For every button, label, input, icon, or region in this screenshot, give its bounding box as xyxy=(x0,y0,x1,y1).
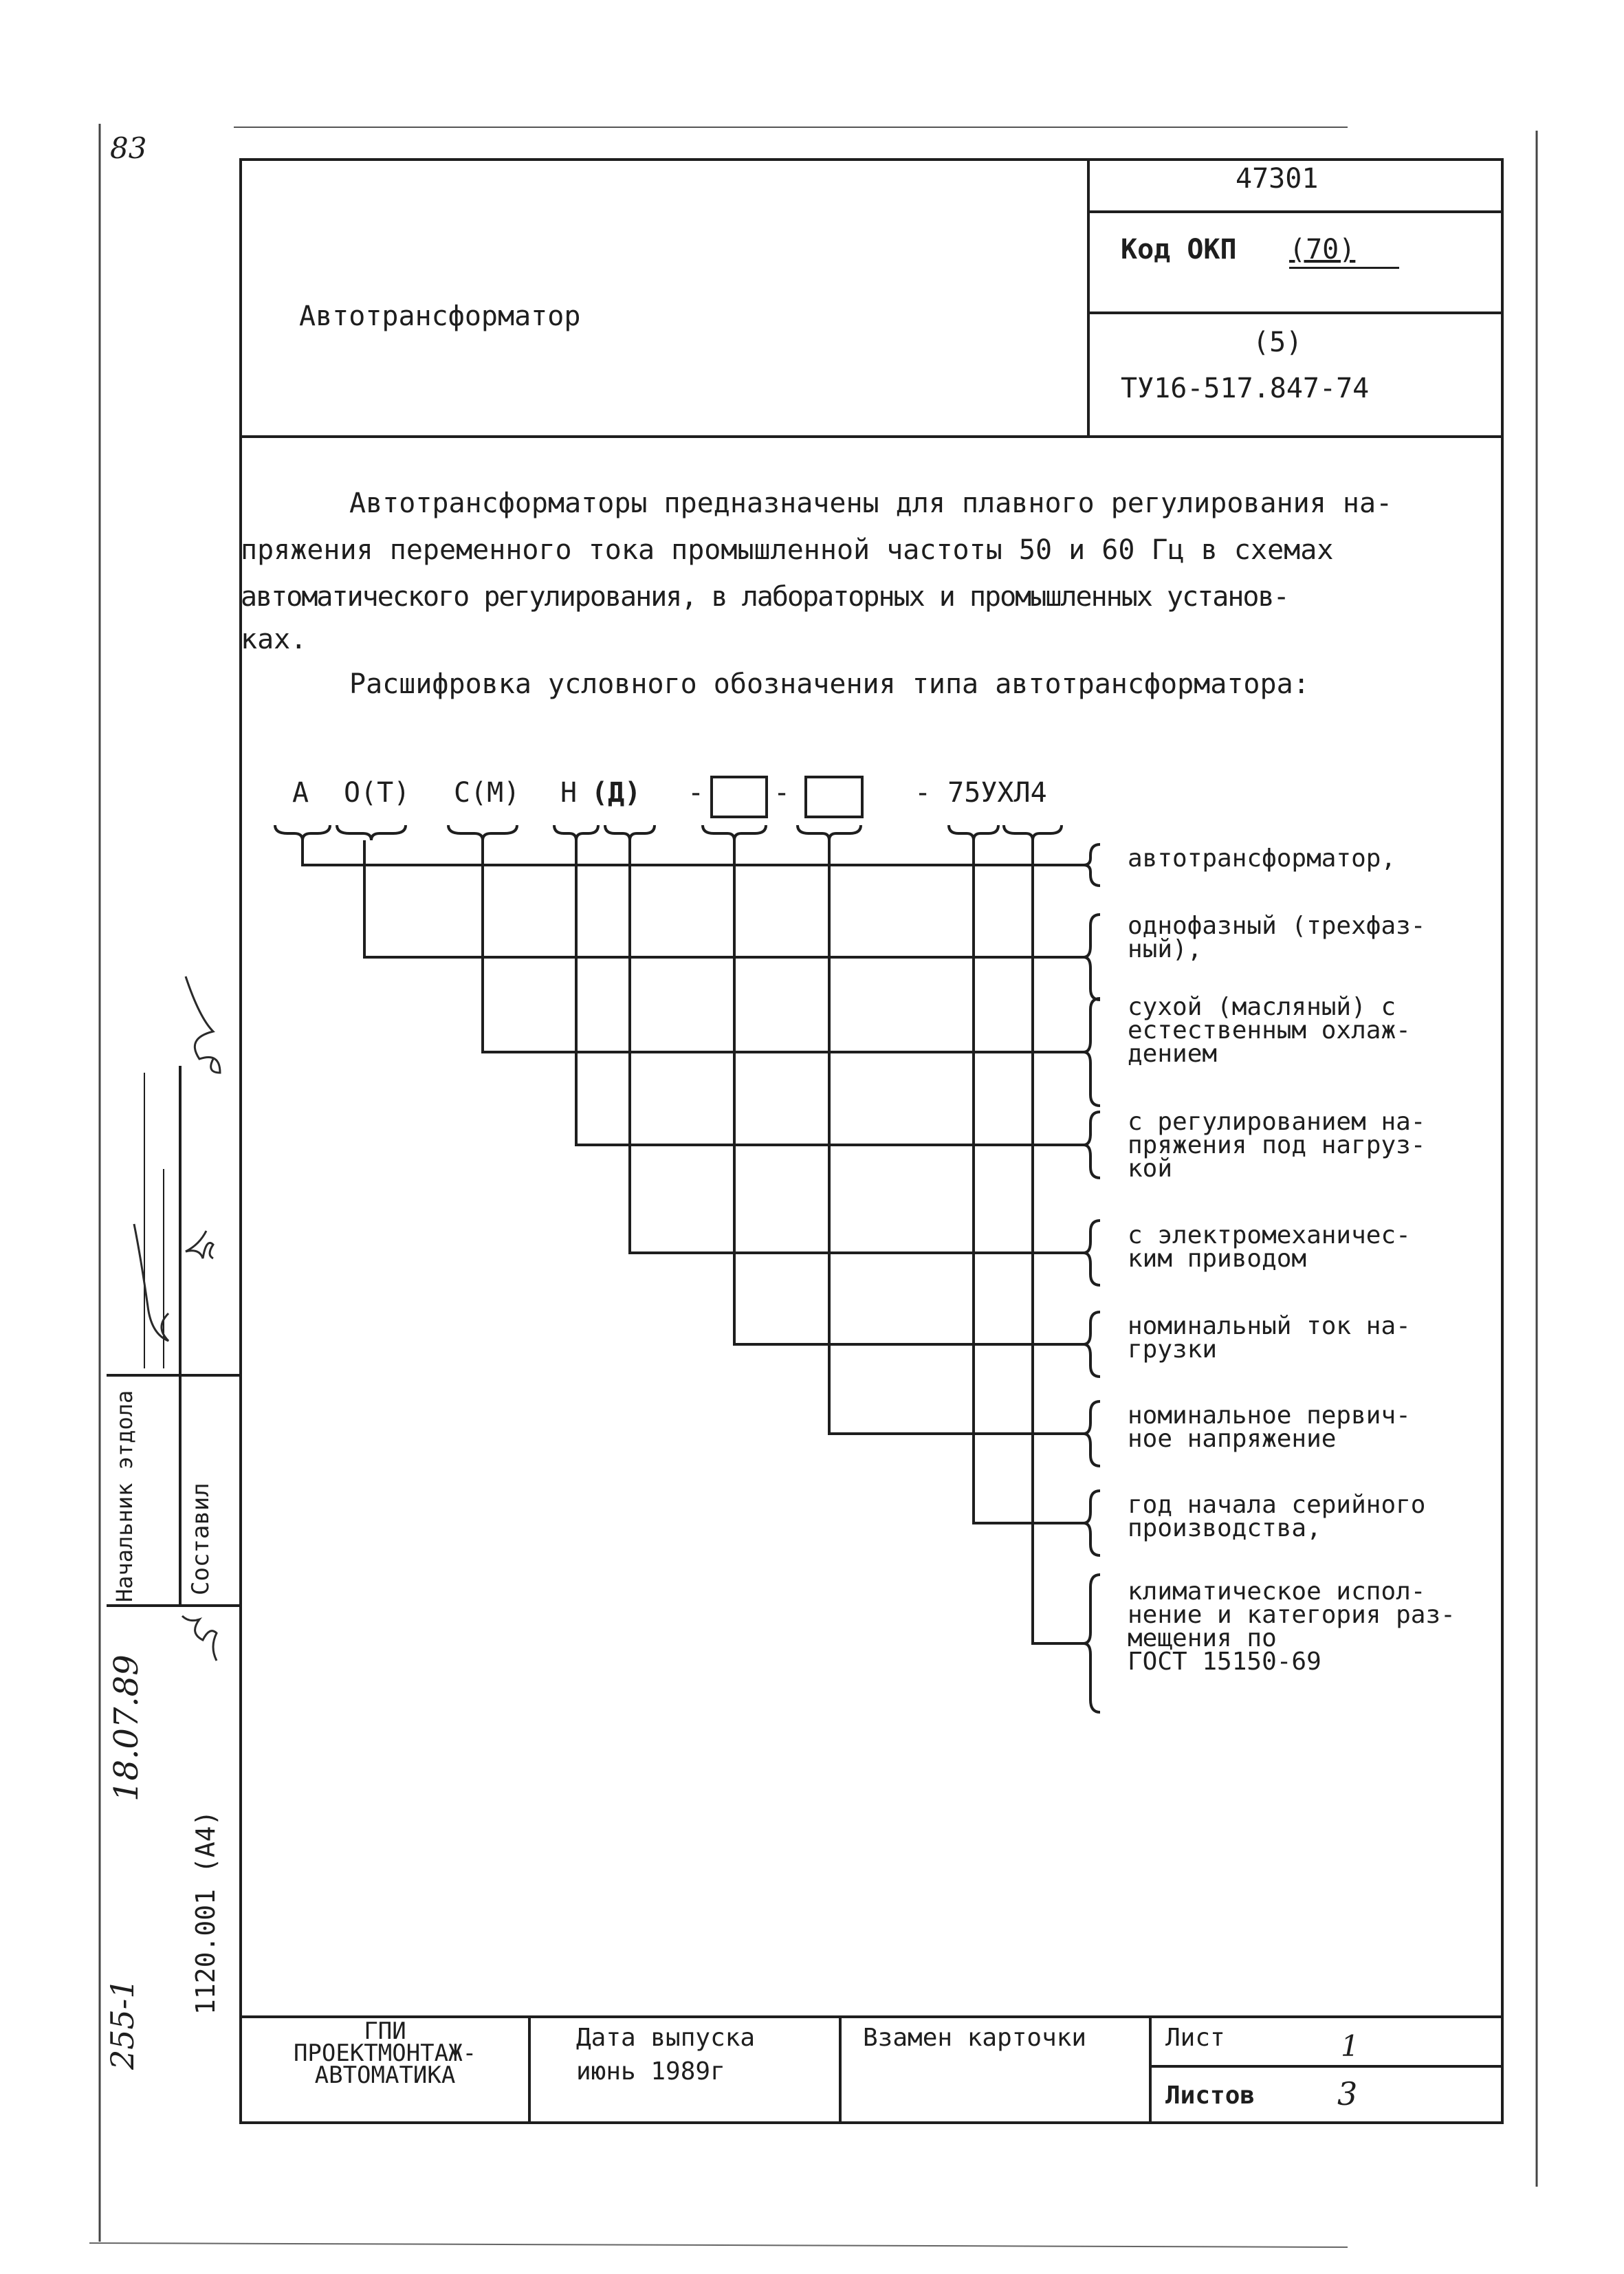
okp-value: (70) xyxy=(1289,234,1356,265)
side-number-handwritten: 255-1 xyxy=(104,1978,141,2070)
meaning-line: ный), xyxy=(1128,935,1203,963)
meaning-line: дением xyxy=(1128,1040,1218,1068)
meaning-cooling xyxy=(1128,993,1411,1068)
meaning-line: климатическое испол- xyxy=(1128,1577,1426,1606)
paragraph-line-1: Автотрансформаторы предназначены для плавного регулирования на- xyxy=(349,488,1393,519)
designation-part-year-climate: - 75УХЛ4 xyxy=(914,777,1047,809)
decoding-title: Расшифровка условного обозначения типа автотрансформатора: xyxy=(349,668,1310,700)
designation-part-drive: (Д) xyxy=(591,777,641,809)
side-date-handwritten: 18.07.89 xyxy=(107,1654,146,1802)
paragraph-line-4: ках. xyxy=(241,624,307,655)
sheet-value: 1 xyxy=(1341,2029,1359,2063)
designation-part-a: А xyxy=(292,777,309,809)
side-form-code: 1120.001 (А4) xyxy=(190,1810,221,2015)
document-code: 47301 xyxy=(1236,163,1319,195)
meaning-voltage xyxy=(1128,1401,1411,1453)
page-number: 83 xyxy=(110,131,147,165)
meaning-line: год начала серийного xyxy=(1128,1491,1426,1519)
meaning-line: ким приводом xyxy=(1128,1245,1307,1273)
okp-underline xyxy=(1289,267,1399,269)
designation-part-load: Н xyxy=(560,777,578,809)
meaning-line: сухой (масляный) с xyxy=(1128,993,1396,1021)
designation-dash-2: - xyxy=(773,777,791,809)
current-box xyxy=(712,777,767,817)
product-name: Автотрансформатор xyxy=(299,300,581,332)
meaning-line: естественным охлаж- xyxy=(1128,1016,1411,1045)
paragraph-line-2: пряжения переменного тока промышленной частоты 50 и 60 Гц в схемах xyxy=(241,534,1334,566)
footer-organization xyxy=(242,2018,528,2089)
org-line-1: ГПИ xyxy=(364,2018,406,2045)
meaning-line: производства, xyxy=(1128,1514,1321,1542)
designation-part-cooling: С(М) xyxy=(454,777,520,809)
side-label-compiled: Составил xyxy=(187,1483,215,1595)
meaning-line: грузки xyxy=(1128,1335,1218,1364)
meaning-line: номинальное первич- xyxy=(1128,1401,1411,1430)
org-line-3: АВТОМАТИКА xyxy=(314,2062,456,2089)
meaning-line: номинальный ток на- xyxy=(1128,1312,1411,1340)
meaning-current xyxy=(1128,1312,1411,1364)
meaning-line: с регулированием на- xyxy=(1128,1108,1426,1136)
meaning-line: кой xyxy=(1128,1155,1173,1183)
org-line-2: ПРОЕКТМОНТАЖ- xyxy=(293,2040,477,2067)
meaning-line: автотрансформатор, xyxy=(1128,844,1396,873)
meaning-phase xyxy=(1128,912,1426,963)
voltage-box xyxy=(806,777,862,817)
sheet-label: Лист xyxy=(1165,2024,1225,2052)
meaning-line: однофазный (трехфаз- xyxy=(1128,912,1426,940)
tu-number: ТУ16-517.847-74 xyxy=(1121,373,1370,404)
designation-dash-1: - xyxy=(688,777,705,809)
side-label-initial-stage: Начальник этдола xyxy=(111,1390,138,1602)
tu-index: (5) xyxy=(1253,327,1303,358)
meaning-year xyxy=(1128,1491,1426,1542)
replaces-label: Взамен карточки xyxy=(863,2024,1087,2052)
meaning-drive xyxy=(1128,1221,1411,1273)
meaning-line: ГОСТ 15150-69 xyxy=(1128,1648,1321,1676)
meaning-autotransformer xyxy=(1128,844,1396,873)
meaning-climate xyxy=(1128,1577,1456,1676)
issue-date-value: июнь 1989г xyxy=(576,2057,725,2086)
sheets-label: Листов xyxy=(1165,2081,1255,2110)
meaning-line: мещения по xyxy=(1128,1624,1277,1652)
meaning-line: с электромеханичес- xyxy=(1128,1221,1411,1249)
meaning-line: нение и категория раз- xyxy=(1128,1601,1456,1629)
designation-part-phase: О(Т) xyxy=(344,777,410,809)
paragraph-line-3: автоматического регулирования, в лабораторных и промышленных установ- xyxy=(241,581,1288,613)
meaning-line: пряжения под нагруз- xyxy=(1128,1131,1426,1159)
meaning-line: ное напряжение xyxy=(1128,1425,1337,1453)
sheets-value: 3 xyxy=(1337,2075,1358,2112)
meaning-load-regulation xyxy=(1128,1108,1426,1183)
issue-date-label: Дата выпуска xyxy=(576,2024,756,2052)
okp-label: Код ОКП xyxy=(1121,234,1237,265)
